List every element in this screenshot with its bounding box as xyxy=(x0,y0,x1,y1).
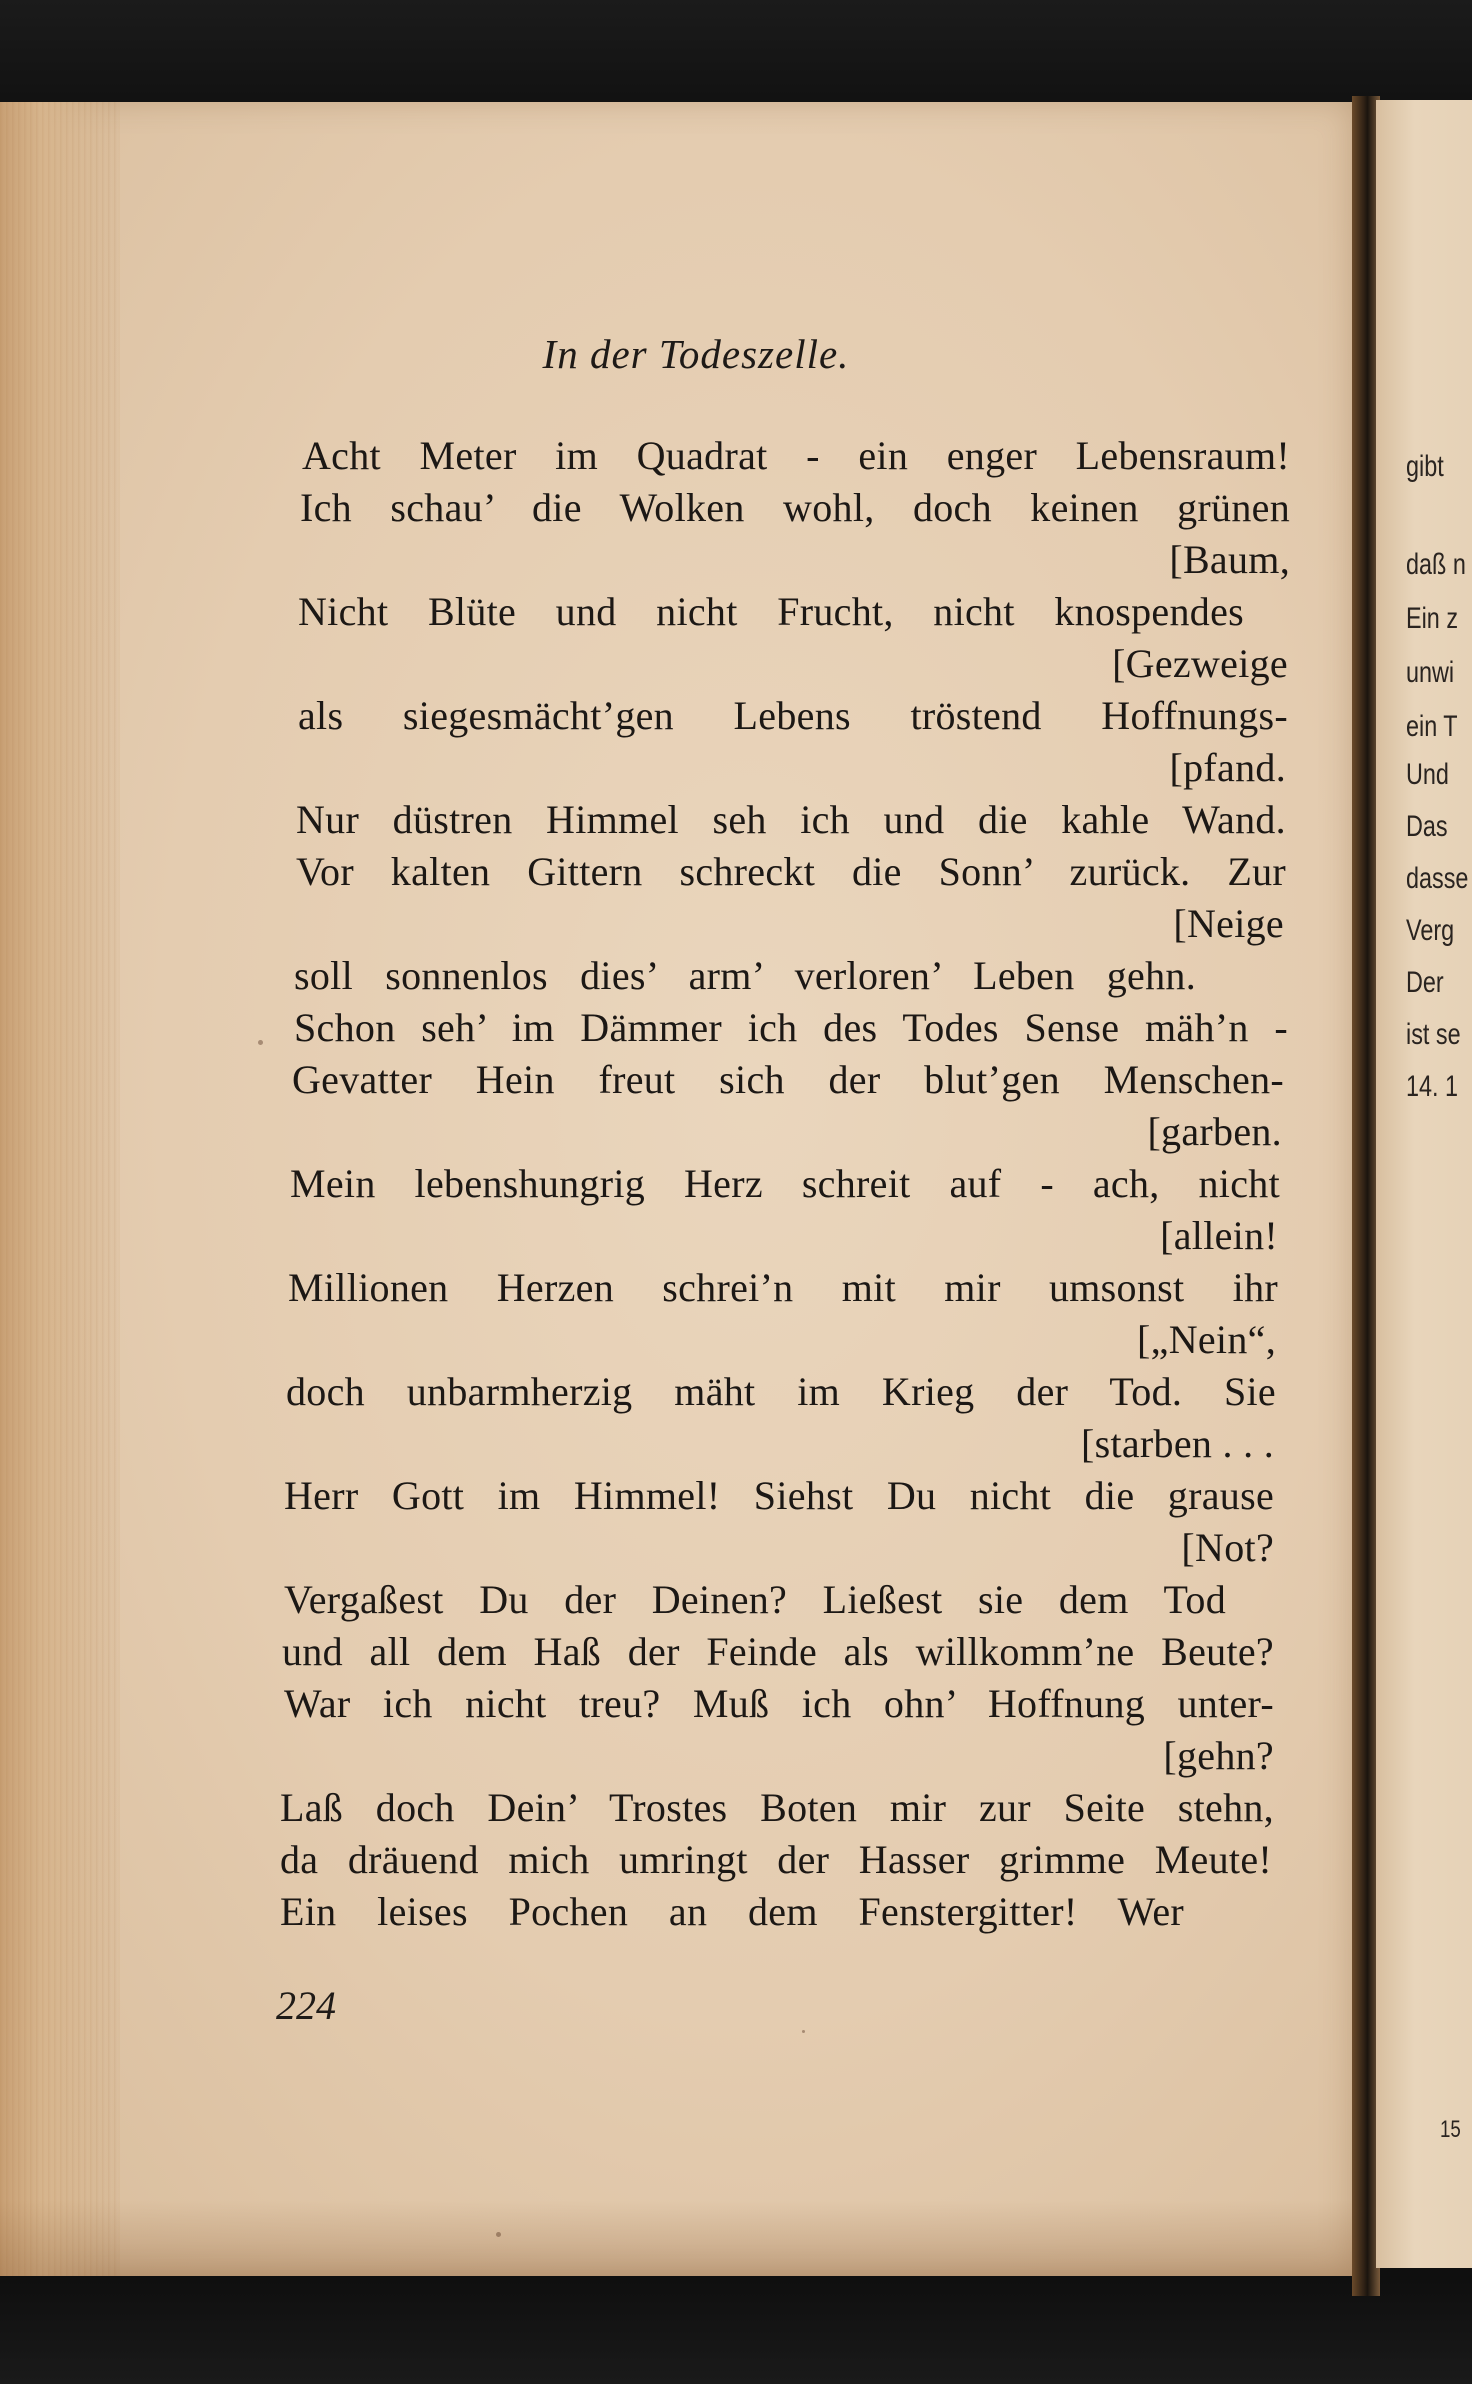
poem-line-continuation: [Baum, xyxy=(1169,537,1290,582)
poem-line-continuation: [Gezweige xyxy=(1112,641,1288,686)
poem-line: War ich nicht treu? Muß ich ohn’ Hoffnung unter- xyxy=(284,1681,1274,1726)
poem-line-continuation: [gehn? xyxy=(1163,1733,1274,1778)
poem-line: Gevatter Hein freut sich der blut’gen Menschen- xyxy=(292,1057,1284,1102)
right-page-fragment: dasse xyxy=(1406,862,1469,895)
right-page-fragment: Verg xyxy=(1406,914,1455,947)
paper-speck xyxy=(258,1040,263,1045)
poem-line: Vergaßest Du der Deinen? Ließest sie dem Tod xyxy=(284,1577,1226,1622)
right-page-number: 15 xyxy=(1440,2116,1461,2143)
right-page-fragment: daß n xyxy=(1406,548,1466,581)
poem-line-continuation: [Neige xyxy=(1173,901,1284,946)
poem-line: Acht Meter im Quadrat - ein enger Lebensraum! xyxy=(302,433,1290,478)
poem-line: soll sonnenlos dies’ arm’ verloren’ Leben gehn. xyxy=(294,953,1196,998)
poem-line-continuation: [starben . . . xyxy=(1080,1421,1274,1466)
poem-line: Herr Gott im Himmel! Siehst Du nicht die grause xyxy=(284,1473,1274,1518)
poem-line: Millionen Herzen schrei’n mit mir umsonst ihr xyxy=(288,1265,1278,1310)
right-page-fragment: Ein z xyxy=(1406,602,1459,635)
poem-line: Vor kalten Gittern schreckt die Sonn’ zurück. Zur xyxy=(296,849,1286,894)
page-bottom-shadow xyxy=(0,2200,1368,2276)
poem-line-continuation: [„Nein“, xyxy=(1137,1317,1276,1362)
poem-line: Ich schau’ die Wolken wohl, doch keinen grünen xyxy=(300,485,1290,530)
poem-line-continuation: [garben. xyxy=(1147,1109,1282,1154)
right-page-fragment: gibt xyxy=(1406,450,1444,483)
right-book-page xyxy=(1376,100,1472,2268)
poem-line: da dräuend mich umringt der Hasser grimme Meute! xyxy=(280,1837,1272,1882)
page-number: 224 xyxy=(276,1983,336,2028)
paper-speck xyxy=(496,2232,501,2237)
poem-line: Schon seh’ im Dämmer ich des Todes Sense mäh’n - xyxy=(294,1005,1288,1050)
poem-line-continuation: [pfand. xyxy=(1169,745,1286,790)
right-page-fragment: unwi xyxy=(1406,656,1455,689)
right-page-fragment: Und xyxy=(1406,758,1449,791)
right-page-fragment: Das xyxy=(1406,810,1448,843)
poem-line-continuation: [Not? xyxy=(1181,1525,1274,1570)
poem-line: Nicht Blüte und nicht Frucht, nicht knospendes xyxy=(298,589,1244,634)
page-edge-stack xyxy=(0,102,120,2276)
poem-line: doch unbarmherzig mäht im Krieg der Tod. Sie xyxy=(286,1369,1276,1414)
poem-line: Nur düstren Himmel seh ich und die kahle Wand. xyxy=(296,797,1286,842)
right-page-fragment: ein T xyxy=(1406,710,1458,743)
poem-line: Mein lebenshungrig Herz schreit auf - ach, nicht xyxy=(290,1161,1280,1206)
poem-title: In der Todeszelle. xyxy=(542,331,850,377)
paper-speck xyxy=(802,2030,805,2033)
poem-line: als siegesmächt’gen Lebens tröstend Hoffnungs- xyxy=(298,693,1288,738)
right-page-fragment: ist se xyxy=(1406,1018,1461,1051)
poem-line: und all dem Haß der Feinde als willkomm’ne Beute? xyxy=(282,1629,1274,1674)
right-page-fragment: Der xyxy=(1406,966,1444,999)
right-page-fragment: 14. 1 xyxy=(1406,1070,1459,1103)
poem-line-continuation: [allein! xyxy=(1160,1213,1278,1258)
poem-line: Laß doch Dein’ Trostes Boten mir zur Seite stehn, xyxy=(280,1785,1274,1830)
poem-line: Ein leises Pochen an dem Fenstergitter! Wer xyxy=(280,1889,1184,1934)
